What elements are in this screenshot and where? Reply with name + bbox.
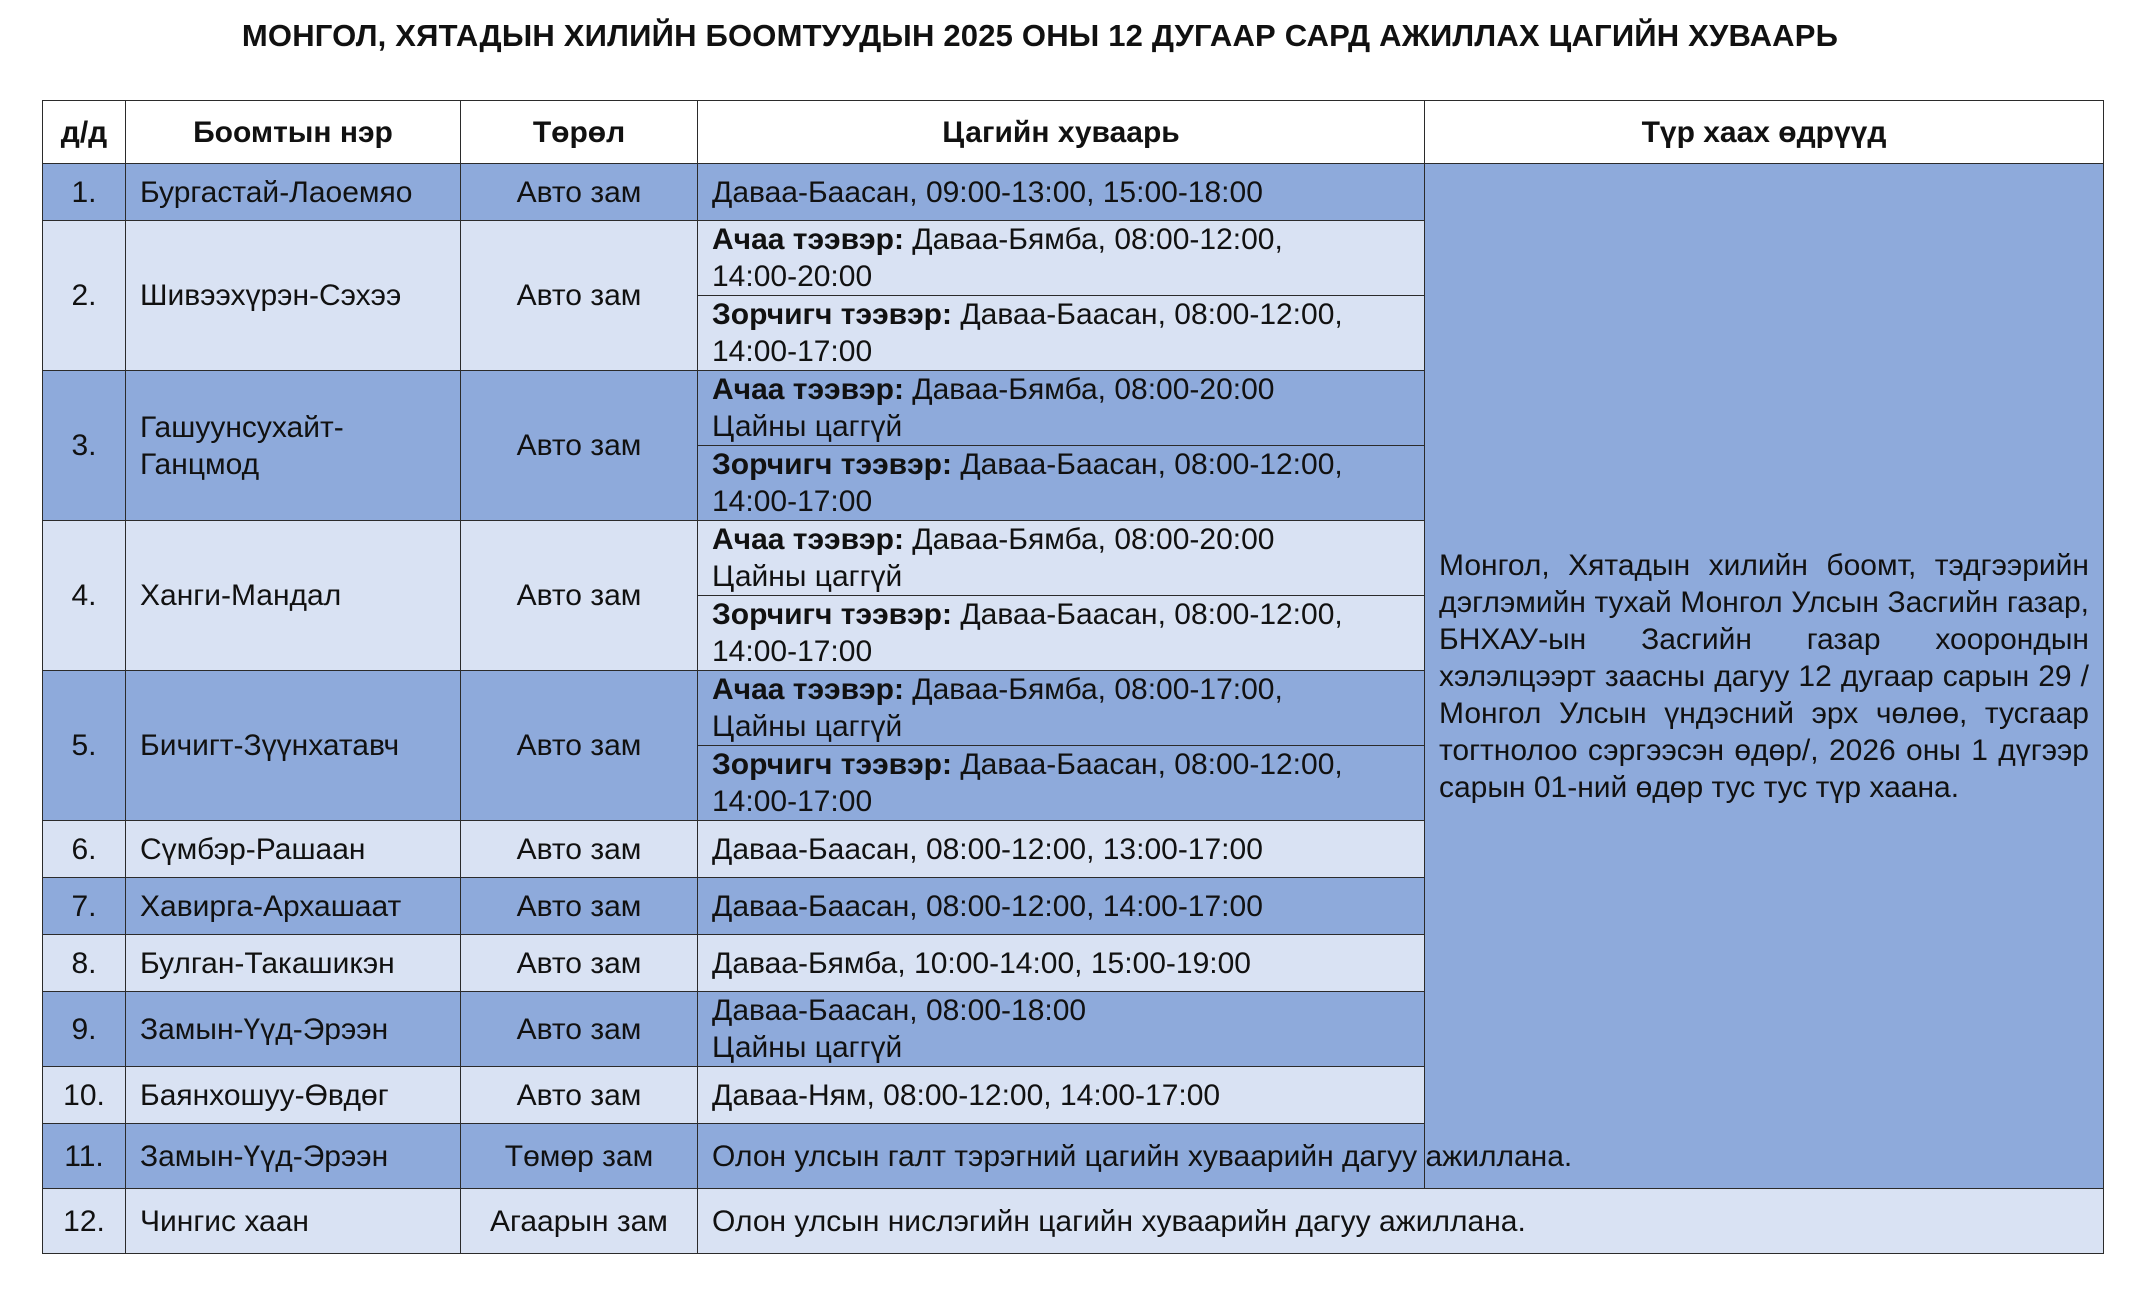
cargo-time-2: Цайны цаггүй bbox=[712, 410, 903, 443]
row-num: 3. bbox=[43, 371, 126, 521]
row-name-line2: Ганцмод bbox=[140, 447, 260, 481]
row-schedule bbox=[698, 992, 1425, 1067]
row-name: Чингис хаан bbox=[126, 1189, 461, 1254]
table-row bbox=[43, 164, 2104, 221]
row-name-line1: Гашуунсухайт- bbox=[140, 410, 344, 444]
cargo-label: Ачаа тээвэр: bbox=[712, 523, 904, 556]
document-title: МОНГОЛ, ХЯТАДЫН ХИЛИЙН БООМТУУДЫН 2025 ОНЫ 12 ДУГААР САРД АЖИЛЛАХ ЦАГИЙН ХУВААРЬ bbox=[241, 18, 1839, 53]
header-name: Боомтын нэр bbox=[126, 101, 461, 164]
row-type: Авто зам bbox=[461, 992, 698, 1067]
passenger-label: Зорчигч тээвэр: bbox=[712, 598, 952, 631]
row-type: Авто зам bbox=[461, 1067, 698, 1124]
row-name: Ханги-Мандал bbox=[126, 521, 461, 671]
row-name: Сүмбэр-Рашаан bbox=[126, 821, 461, 878]
row-type: Авто зам bbox=[461, 935, 698, 992]
row-type: Агаарын зам bbox=[461, 1189, 698, 1254]
row-type: Авто зам bbox=[461, 164, 698, 221]
row-name: Замын-Үүд-Эрээн bbox=[126, 1124, 461, 1189]
row-num: 9. bbox=[43, 992, 126, 1067]
row-passenger-schedule bbox=[698, 446, 1425, 521]
header-num: д/д bbox=[43, 101, 126, 164]
row-num: 10. bbox=[43, 1067, 126, 1124]
row-name bbox=[126, 371, 461, 521]
schedule-line2: Цайны цаггүй bbox=[712, 1031, 903, 1064]
header-type: Төрөл bbox=[461, 101, 698, 164]
passenger-time: Даваа-Баасан, 08:00-12:00, bbox=[960, 448, 1343, 481]
cargo-time: Даваа-Бямба, 08:00-12:00, bbox=[912, 223, 1283, 256]
row-name: Бичигт-Зүүнхатавч bbox=[126, 671, 461, 821]
row-schedule: Даваа-Бямба, 10:00-14:00, 15:00-19:00 bbox=[698, 935, 1425, 992]
cargo-time: Даваа-Бямба, 08:00-17:00, bbox=[912, 673, 1283, 706]
cargo-label: Ачаа тээвэр: bbox=[712, 223, 904, 256]
header-schedule: Цагийн хуваарь bbox=[698, 101, 1425, 164]
row-num: 1. bbox=[43, 164, 126, 221]
row-num: 12. bbox=[43, 1189, 126, 1254]
cargo-time-2: Цайны цаггүй bbox=[712, 710, 903, 743]
row-name: Булган-Такашикэн bbox=[126, 935, 461, 992]
passenger-time: Даваа-Баасан, 08:00-12:00, bbox=[960, 298, 1343, 331]
cargo-time-2: 14:00-20:00 bbox=[712, 260, 873, 293]
passenger-time-2: 14:00-17:00 bbox=[712, 335, 873, 368]
closure-note: Монгол, Хятадын хилийн боомт, тэдгээрийн дэглэмийн тухай Монгол Улсын Засгийн газар, БНХАУ-ын Засгийн газар хоорондын хэлэлцээрт заасны дагуу 12 дугаар сарын 29 /Монгол Улсын үндэсний эрх чөлөө, тусгаар тогтнолоо сэргээсэн өдөр/, 2026 оны 1 дүгээр сарын 01-ний өдөр тус тус түр хаана. bbox=[1425, 164, 2104, 1189]
row-schedule: Даваа-Баасан, 08:00-12:00, 13:00-17:00 bbox=[698, 821, 1425, 878]
passenger-label: Зорчигч тээвэр: bbox=[712, 448, 952, 481]
header-closure: Түр хаах өдрүүд bbox=[1425, 101, 2104, 164]
row-type: Авто зам bbox=[461, 671, 698, 821]
passenger-time: Даваа-Баасан, 08:00-12:00, bbox=[960, 748, 1343, 781]
row-name: Бургастай-Лаоемяо bbox=[126, 164, 461, 221]
row-name: Замын-Үүд-Эрээн bbox=[126, 992, 461, 1067]
row-name: Шивээхүрэн-Сэхээ bbox=[126, 221, 461, 371]
row-num: 2. bbox=[43, 221, 126, 371]
row-cargo-schedule bbox=[698, 671, 1425, 746]
passenger-label: Зорчигч тээвэр: bbox=[712, 748, 952, 781]
row-schedule: Олон улсын нислэгийн цагийн хуваарийн дагуу ажиллана. bbox=[698, 1189, 2104, 1254]
cargo-label: Ачаа тээвэр: bbox=[712, 673, 904, 706]
row-schedule: Олон улсын галт тэрэгний цагийн хуваарийн дагуу ажиллана. bbox=[698, 1124, 2104, 1189]
row-schedule: Даваа-Баасан, 09:00-13:00, 15:00-18:00 bbox=[698, 164, 1425, 221]
table-row bbox=[43, 1189, 2104, 1254]
row-num: 5. bbox=[43, 671, 126, 821]
row-num: 4. bbox=[43, 521, 126, 671]
table-header-row bbox=[43, 101, 2104, 164]
row-num: 11. bbox=[43, 1124, 126, 1189]
passenger-time: Даваа-Баасан, 08:00-12:00, bbox=[960, 598, 1343, 631]
row-passenger-schedule bbox=[698, 596, 1425, 671]
row-passenger-schedule bbox=[698, 746, 1425, 821]
schedule-line1: Даваа-Баасан, 08:00-18:00 bbox=[712, 994, 1087, 1027]
row-name: Баянхошуу-Өвдөг bbox=[126, 1067, 461, 1124]
row-schedule: Даваа-Баасан, 08:00-12:00, 14:00-17:00 bbox=[698, 878, 1425, 935]
row-schedule: Даваа-Ням, 08:00-12:00, 14:00-17:00 bbox=[698, 1067, 1425, 1124]
cargo-time: Даваа-Бямба, 08:00-20:00 bbox=[912, 373, 1275, 406]
row-type: Авто зам bbox=[461, 821, 698, 878]
passenger-label: Зорчигч тээвэр: bbox=[712, 298, 952, 331]
row-type: Авто зам bbox=[461, 521, 698, 671]
cargo-time-2: Цайны цаггүй bbox=[712, 560, 903, 593]
passenger-time-2: 14:00-17:00 bbox=[712, 635, 873, 668]
row-num: 7. bbox=[43, 878, 126, 935]
schedule-table bbox=[42, 100, 2104, 1254]
table-row bbox=[43, 1124, 2104, 1189]
cargo-label: Ачаа тээвэр: bbox=[712, 373, 904, 406]
row-cargo-schedule bbox=[698, 371, 1425, 446]
row-cargo-schedule bbox=[698, 521, 1425, 596]
row-name: Хавирга-Архашаат bbox=[126, 878, 461, 935]
row-num: 6. bbox=[43, 821, 126, 878]
row-type: Авто зам bbox=[461, 371, 698, 521]
row-type: Авто зам bbox=[461, 878, 698, 935]
row-cargo-schedule bbox=[698, 221, 1425, 296]
row-num: 8. bbox=[43, 935, 126, 992]
row-type: Төмөр зам bbox=[461, 1124, 698, 1189]
passenger-time-2: 14:00-17:00 bbox=[712, 785, 873, 818]
row-type: Авто зам bbox=[461, 221, 698, 371]
cargo-time: Даваа-Бямба, 08:00-20:00 bbox=[912, 523, 1275, 556]
row-passenger-schedule bbox=[698, 296, 1425, 371]
passenger-time-2: 14:00-17:00 bbox=[712, 485, 873, 518]
